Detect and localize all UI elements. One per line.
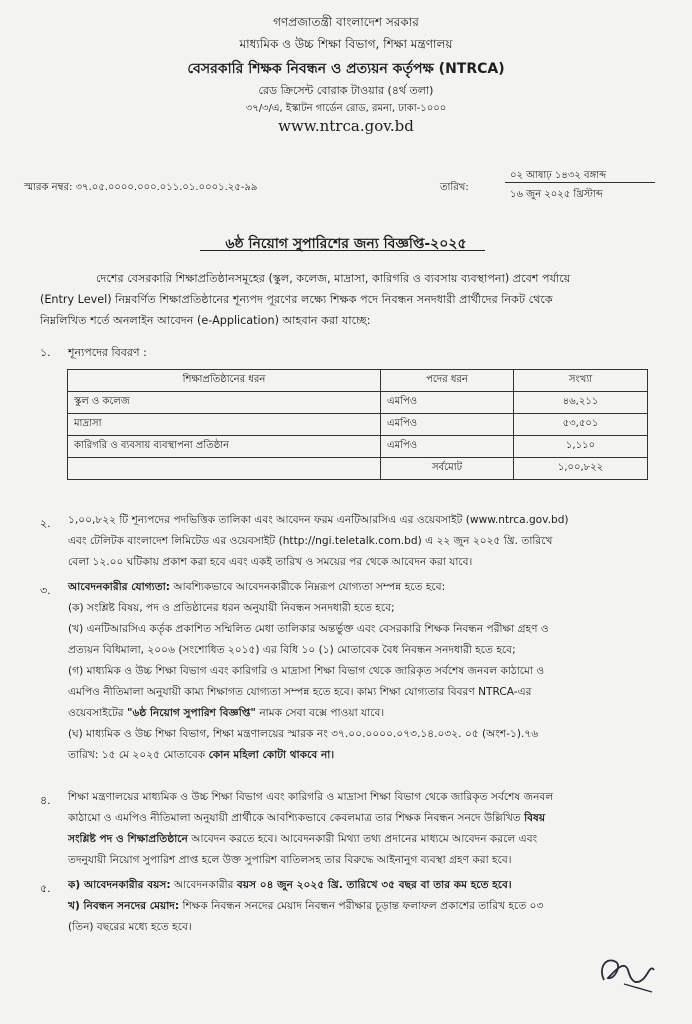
memo-number: স্মারক নম্বর: ৩৭.০৫.০০০০.০০০.০১১.০১.০০০১.২৫-৯৯	[24, 182, 258, 193]
text-run: কোন মহিলা কোটা থাকবে না।	[208, 749, 335, 761]
text-line: (গ) মাধ্যমিক ও উচ্চ শিক্ষা বিভাগ এবং কারিগরি ও মাদ্রাসা শিক্ষা বিভাগ থেকে জারিকৃত সর্বশেষ জনবল কাঠামো ও	[68, 665, 545, 677]
text-line: (ঘ) মাধ্যমিক ও উচ্চ শিক্ষা বিভাগ, শিক্ষা মন্ত্রণালয়ের স্মারক নং ৩৭.০০.০০০০.০৭৩.১৪.০৩২. ০৫ (অংশ-১).৭৬	[68, 728, 539, 740]
date-divider	[505, 182, 655, 183]
text-line: এবং টেলিটক বাংলাদেশ লিমিটেড এর ওয়েবসাইট (http://ngi.teletalk.com.bd) এ ২২ জুন ২০২৫ খ্রি. তারিখে	[68, 535, 553, 547]
text-line: ১,০০,৮২২ টি শূন্যপদের পদভিত্তিক তালিকা এবং আবেদন ফরম এনটিআরসিএ এর ওয়েবসাইট (www.ntrca.gov.bd)	[68, 514, 569, 526]
section-4-text	[68, 787, 678, 871]
text-line	[68, 808, 678, 829]
text-run: নামক সেবা বক্সে পাওয়া যাবে।	[255, 707, 385, 719]
section-3-text	[68, 577, 678, 766]
text-run: আবেদনকারীর	[170, 879, 237, 891]
title-underline	[200, 250, 485, 251]
column-header: সংখ্যা	[514, 370, 648, 392]
date-label: তারিখ:	[440, 182, 469, 193]
text-run: আবশ্যিকভাবে আবেদনকারীকে নিম্নরূপ যোগ্যতা সম্পন্ন হতে হবে:	[170, 581, 446, 593]
table-total-row	[68, 458, 648, 480]
govt-header-line: গণপ্রজাতন্ত্রী বাংলাদেশ সরকার	[273, 15, 419, 29]
table-cell: কারিগরি ও ব্যবসায় ব্যবস্থাপনা প্রতিষ্ঠান	[68, 436, 381, 458]
intro-line: দেশের বেসরকারি শিক্ষাপ্রতিষ্ঠানসমূহের (স্কুল, কলেজ, মাদ্রাসা, কারিগরি ও ব্যবসায় ব্যবস্থাপনা) প্রবেশ পর্যায়ে	[96, 272, 571, 285]
text-run: "৬ষ্ঠ নিয়োগ সুপারিশ বিজ্ঞপ্তি"	[127, 707, 256, 719]
table-cell: ৪৬,২১১	[514, 392, 648, 414]
text-line: বেলা ১২.০০ ঘটিকায় প্রকাশ করা হবে এবং একই তারিখ ও সময়ের পর থেকে আবেদন করা যাবে।	[68, 556, 473, 568]
column-header: পদের ধরন	[381, 370, 514, 392]
text-line	[68, 703, 678, 724]
text-line: তদনুযায়ী নিয়োগ সুপারিশ প্রাপ্ত হলে উক্ত সুপারিশ বাতিলসহ তার বিরুদ্ধে আইনানুগ ব্যবস্থা গ্রহণ করা হবে।	[68, 854, 512, 866]
table-cell: মাদ্রাসা	[68, 414, 381, 436]
table-cell: এমপিও	[381, 436, 514, 458]
intro-paragraph	[40, 268, 680, 331]
section-2-text	[68, 510, 678, 573]
table-cell: ১,১১০	[514, 436, 648, 458]
date-bangla: ০২ আষাঢ় ১৪৩২ বঙ্গাব্দ	[510, 170, 607, 181]
text-line: শিক্ষা মন্ত্রণালয়ের মাধ্যমিক ও উচ্চ শিক্ষা বিভাগ এবং কারিগরি ও মাদ্রাসা শিক্ষা বিভাগ থেকে জারিকৃত সর্বশেষ জনবল	[68, 791, 554, 803]
table-cell: স্কুল ও কলেজ	[68, 392, 381, 414]
table-cell-empty	[68, 458, 381, 480]
website-link[interactable]: www.ntrca.gov.bd	[278, 117, 414, 135]
text-run: আবেদন করতে হবে। আবেদনকারী মিথ্যা তথ্য প্রদানের মাধ্যমে আবেদন করলে এবং	[187, 833, 538, 845]
total-value: ১,০০,৮২২	[514, 458, 648, 480]
text-line: (তিন) বছরের মধ্যে হতে হবে।	[68, 921, 192, 933]
text-line: (খ) এনটিআরসিএ কর্তৃক প্রকাশিত সম্মিলিত মেধা তালিকার অন্তর্ভুক্ত এবং বেসরকারি শিক্ষক নিবন্ধন পরীক্ষা গ্রহণ ও	[68, 623, 549, 635]
text-line	[68, 875, 678, 896]
total-label: সর্বমোট	[381, 458, 514, 480]
section-5-text	[68, 875, 678, 938]
text-run: বিষয়	[524, 812, 546, 824]
text-line	[68, 745, 678, 766]
text-run: সংশ্লিষ্ট পদ ও শিক্ষাপ্রতিষ্ঠানে	[68, 833, 188, 845]
text-run: তারিখ: ১৫ মে ২০২৫ মোতাবেক	[68, 749, 209, 761]
building-address: রেড ক্রিসেন্ট বোরাক টাওয়ার (৪র্থ তলা)	[258, 84, 434, 97]
street-address: ৩৭/৩/এ, ইস্কাটন গার্ডেন রোড, রমনা, ঢাকা-১০০০	[245, 103, 447, 114]
text-run: ওয়েবসাইটের	[68, 707, 127, 719]
text-run: কাঠামো ও এমপিও নীতিমালা অনুযায়ী প্রার্থীকে আবশ্যিকভাবে কেবলমাত্র তার শিক্ষক নিবন্ধন সনদে উল্লিখিত	[68, 812, 525, 824]
table-row	[68, 392, 648, 414]
section-number: ৪.	[40, 794, 51, 807]
table-cell: এমপিও	[381, 414, 514, 436]
authority-name: বেসরকারি শিক্ষক নিবন্ধন ও প্রত্যয়ন কর্তৃপক্ষ (NTRCA)	[187, 61, 505, 77]
text-run: খ) নিবন্ধন সনদের মেয়াদ:	[68, 900, 180, 912]
intro-line: (Entry Level) নিম্নবর্ণিত শিক্ষাপ্রতিষ্ঠানের শূন্যপদ পূরণের লক্ষ্যে শিক্ষক পদে নিবন্ধন সনদধারী প্রার্থীদের নিকট থেকে	[40, 293, 553, 306]
text-run: বয়স ০৪ জুন ২০২৫ খ্রি. তারিখে ৩৫ বছর বা তার কম হতে হবে।	[236, 879, 512, 891]
section-number: ২.	[40, 517, 51, 530]
ministry-line: মাধ্যমিক ও উচ্চ শিক্ষা বিভাগ, শিক্ষা মন্ত্রণালয়	[239, 37, 453, 51]
section-label: শূন্যপদের বিবরণ :	[68, 346, 147, 359]
column-header: শিক্ষাপ্রতিষ্ঠানের ধরন	[68, 370, 381, 392]
vacancy-table	[67, 369, 648, 480]
section-number: ৫.	[40, 882, 51, 895]
text-line: প্রত্যয়ন বিধিমালা, ২০০৬ (সংশোধিত ২০১৫) এর বিধি ১০ (১) মোতাবেক বৈধ নিবন্ধন সনদধারী হতে হবে;	[68, 644, 516, 656]
text-line: এমপিও নীতিমালা অনুযায়ী কাম্য শিক্ষাগত যোগ্যতা সম্পন্ন হতে হবে। কাম্য শিক্ষা যোগ্যতার বিবরণ NTRCA-এর	[68, 686, 532, 698]
table-row	[68, 436, 648, 458]
table-cell: ৫৩,৫০১	[514, 414, 648, 436]
notice-title: ৬ষ্ঠ নিয়োগ সুপারিশের জন্য বিজ্ঞপ্তি-২০২৫	[225, 236, 467, 252]
section-heading: আবেদনকারীর যোগ্যতা:	[68, 581, 171, 593]
text-line: (ক) সংশ্লিষ্ট বিষয়, পদ ও প্রতিষ্ঠানের ধরন অনুযায়ী নিবন্ধন সনদধারী হতে হবে;	[68, 602, 395, 614]
text-line	[68, 896, 678, 917]
section-number: ১.	[40, 346, 51, 359]
text-run: শিক্ষক নিবন্ধন সনদের মেয়াদ নিবন্ধন পরীক্ষার চূড়ান্ত ফলাফল প্রকাশের তারিখ হতে ০৩	[179, 900, 544, 912]
table-header-row	[68, 370, 648, 392]
signature-image	[594, 940, 664, 1000]
table-row	[68, 414, 648, 436]
text-run: ক) আবেদনকারীর বয়স:	[68, 879, 171, 891]
table-cell: এমপিও	[381, 392, 514, 414]
text-line	[68, 577, 678, 598]
intro-line: নিম্নলিখিত শর্তে অনলাইন আবেদন (e-Application) আহবান করা যাচ্ছে:	[40, 314, 371, 327]
section-number: ৩.	[40, 584, 51, 597]
date-english: ১৬ জুন ২০২৫ খ্রিস্টাব্দ	[510, 189, 603, 200]
text-line	[68, 829, 678, 850]
